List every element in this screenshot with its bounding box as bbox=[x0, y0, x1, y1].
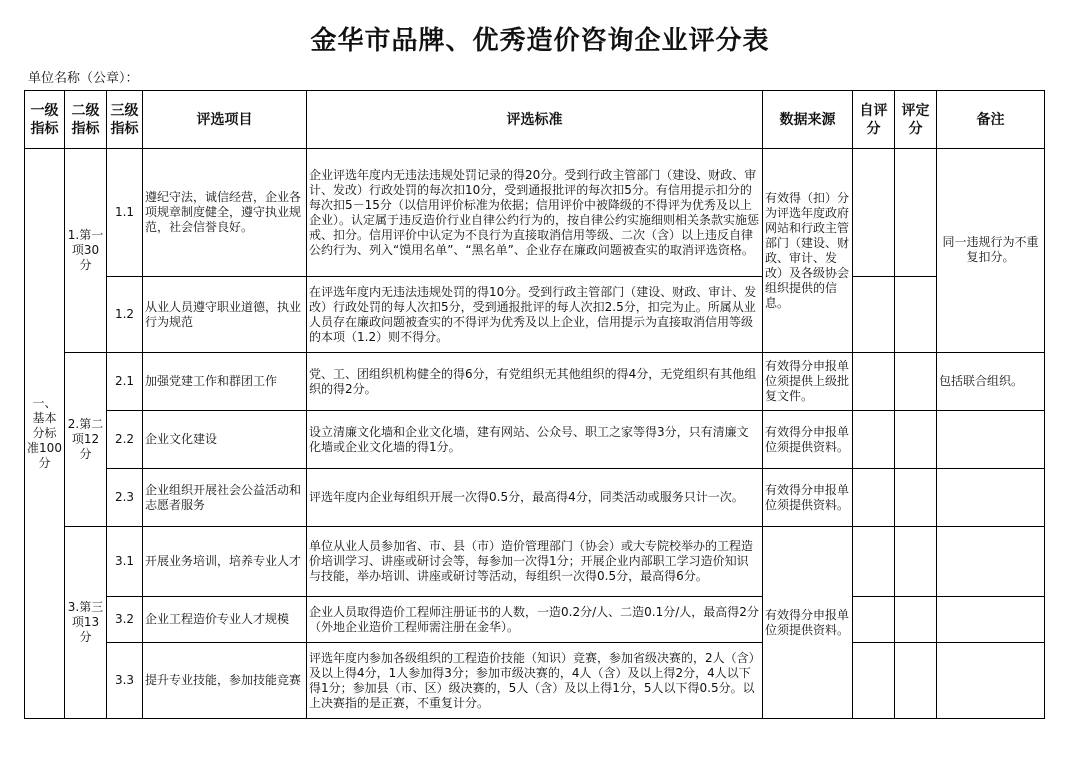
row-criteria: 单位从业人员参加省、市、县（市）造价管理部门（协会）或大专院校举办的工程造价培训学习、讲座或研讨会等，每参加一次得1分；开展企业内部职工学习造价知识与技能，举办培训、讲座或研讨等活动，每组织一次得0.5分，最高得6分。 bbox=[307, 527, 763, 597]
row-item: 企业文化建设 bbox=[143, 411, 307, 469]
header-remark: 备注 bbox=[937, 91, 1045, 149]
row-number: 2.3 bbox=[107, 469, 143, 527]
row-remark bbox=[937, 469, 1045, 527]
self-score-cell[interactable] bbox=[853, 527, 895, 597]
row-remark: 包括联合组织。 bbox=[937, 353, 1045, 411]
row-remark bbox=[937, 411, 1045, 469]
unit-name-label: 单位名称（公章）： bbox=[28, 71, 139, 86]
level1-cell: 一、基本分标准100分 bbox=[25, 149, 65, 719]
header-final-score: 评定分 bbox=[895, 91, 937, 149]
header-row bbox=[25, 91, 1045, 149]
final-score-cell[interactable] bbox=[895, 149, 937, 277]
row-criteria: 设立清廉文化墙和企业文化墙，建有网站、公众号、职工之家等得3分，只有清廉文化墙或企业文化墙的得1分。 bbox=[307, 411, 763, 469]
self-score-cell[interactable] bbox=[853, 411, 895, 469]
row-remark: 同一违规行为不重复扣分。 bbox=[937, 149, 1045, 353]
row-item: 企业组织开展社会公益活动和志愿者服务 bbox=[143, 469, 307, 527]
row-number: 1.1 bbox=[107, 149, 143, 277]
row-item: 提升专业技能，参加技能竞赛 bbox=[143, 643, 307, 719]
level2-cell-2: 2.第二项12分 bbox=[65, 353, 107, 527]
row-criteria: 党、工、团组织机构健全的得6分，有党组织无其他组织的得4分，无党组织有其他组织的得2分。 bbox=[307, 353, 763, 411]
self-score-cell[interactable] bbox=[853, 597, 895, 643]
row-source: 有效得分申报单位须提供上级批复文件。 bbox=[763, 353, 853, 411]
row-number: 2.2 bbox=[107, 411, 143, 469]
row-number: 3.1 bbox=[107, 527, 143, 597]
row-criteria: 评选年度内企业每组织开展一次得0.5分，最高得4分，同类活动或服务只计一次。 bbox=[307, 469, 763, 527]
row-number: 3.3 bbox=[107, 643, 143, 719]
table-row bbox=[25, 411, 1045, 469]
row-criteria: 企业人员取得造价工程师注册证书的人数，一造0.2分/人、二造0.1分/人，最高得2分（外地企业造价工程师需注册在金华）。 bbox=[307, 597, 763, 643]
row-number: 1.2 bbox=[107, 277, 143, 353]
final-score-cell[interactable] bbox=[895, 527, 937, 597]
header-level1: 一级指标 bbox=[25, 91, 65, 149]
row-criteria: 评选年度内参加各级组织的工程造价技能（知识）竞赛，参加省级决赛的，2人（含）及以上得4分，1人参加得3分；参加市级决赛的，4人（含）及以上得2分，4人以下得1分；参加县（市、区）级决赛的，5人（含）及以上得1分，5人以下得0.5分。以上决赛指的是正赛，不重复计分。 bbox=[307, 643, 763, 719]
row-criteria: 在评选年度内无违法违规处罚的得10分。受到行政主管部门（建设、财政、审计、发改）行政处罚的每人次扣5分，受到通报批评的每人次扣2.5分，扣完为止。所属从业人员存在廉政问题被查实的不得评为优秀及以上企业，信用提示为直接取消信用等级的本项（1.2）则不得分。 bbox=[307, 277, 763, 353]
header-self-score: 自评分 bbox=[853, 91, 895, 149]
self-score-cell[interactable] bbox=[853, 353, 895, 411]
row-number: 3.2 bbox=[107, 597, 143, 643]
row-source: 有效得分申报单位须提供资料。 bbox=[763, 469, 853, 527]
final-score-cell[interactable] bbox=[895, 277, 937, 353]
row-item: 开展业务培训，培养专业人才 bbox=[143, 527, 307, 597]
final-score-cell[interactable] bbox=[895, 643, 937, 719]
level2-cell-1: 1.第一项30分 bbox=[65, 149, 107, 353]
table-row bbox=[25, 527, 1045, 597]
row-item: 从业人员遵守职业道德，执业行为规范 bbox=[143, 277, 307, 353]
score-table bbox=[24, 90, 1045, 719]
header-level2: 二级指标 bbox=[65, 91, 107, 149]
final-score-cell[interactable] bbox=[895, 469, 937, 527]
final-score-cell[interactable] bbox=[895, 411, 937, 469]
row-remark bbox=[937, 597, 1045, 643]
row-item: 遵纪守法，诚信经营，企业各项规章制度健全，遵守执业规范，社会信誉良好。 bbox=[143, 149, 307, 277]
table-row bbox=[25, 597, 1045, 643]
self-score-cell[interactable] bbox=[853, 149, 895, 277]
row-item: 企业工程造价专业人才规模 bbox=[143, 597, 307, 643]
table-row bbox=[25, 469, 1045, 527]
header-criteria: 评选标准 bbox=[307, 91, 763, 149]
self-score-cell[interactable] bbox=[853, 277, 895, 353]
table-row bbox=[25, 643, 1045, 719]
header-item: 评选项目 bbox=[143, 91, 307, 149]
final-score-cell[interactable] bbox=[895, 353, 937, 411]
row-source: 有效得分申报单位须提供资料。 bbox=[763, 527, 853, 719]
row-source: 有效得分申报单位须提供资料。 bbox=[763, 411, 853, 469]
row-remark bbox=[937, 643, 1045, 719]
header-source: 数据来源 bbox=[763, 91, 853, 149]
table-row bbox=[25, 149, 1045, 277]
self-score-cell[interactable] bbox=[853, 469, 895, 527]
level2-cell-3: 3.第三项13分 bbox=[65, 527, 107, 719]
row-number: 2.1 bbox=[107, 353, 143, 411]
page-title: 金华市品牌、优秀造价咨询企业评分表 bbox=[310, 26, 770, 56]
row-item: 加强党建工作和群团工作 bbox=[143, 353, 307, 411]
header-level3: 三级指标 bbox=[107, 91, 143, 149]
final-score-cell[interactable] bbox=[895, 597, 937, 643]
self-score-cell[interactable] bbox=[853, 643, 895, 719]
row-remark bbox=[937, 527, 1045, 597]
table-row bbox=[25, 353, 1045, 411]
table-row bbox=[25, 277, 1045, 353]
row-criteria: 企业评选年度内无违法违规处罚记录的得20分。受到行政主管部门（建设、财政、审计、发改）行政处罚的每次扣10分，受到通报批评的每次扣5分。有信用提示扣分的每次扣5－15分（以信用评价标准为依据；信用评价中被降级的不得评为优秀及以上企业）。认定属于违反造价行业自律公约行为的，按自律公约实施细则相关条款实施惩戒、扣分。信用评价中认定为不良行为直接取消信用等级、二次（含）以上违反自律公约行为、列入“馍用名单”、“黑名单”、企业存在廉政问题被查实的取消评选资格。 bbox=[307, 149, 763, 277]
row-source: 有效得（扣）分为评选年度政府网站和行政主管部门（建设、财政、审计、发改）及各级协会组织提供的信息。 bbox=[763, 149, 853, 353]
